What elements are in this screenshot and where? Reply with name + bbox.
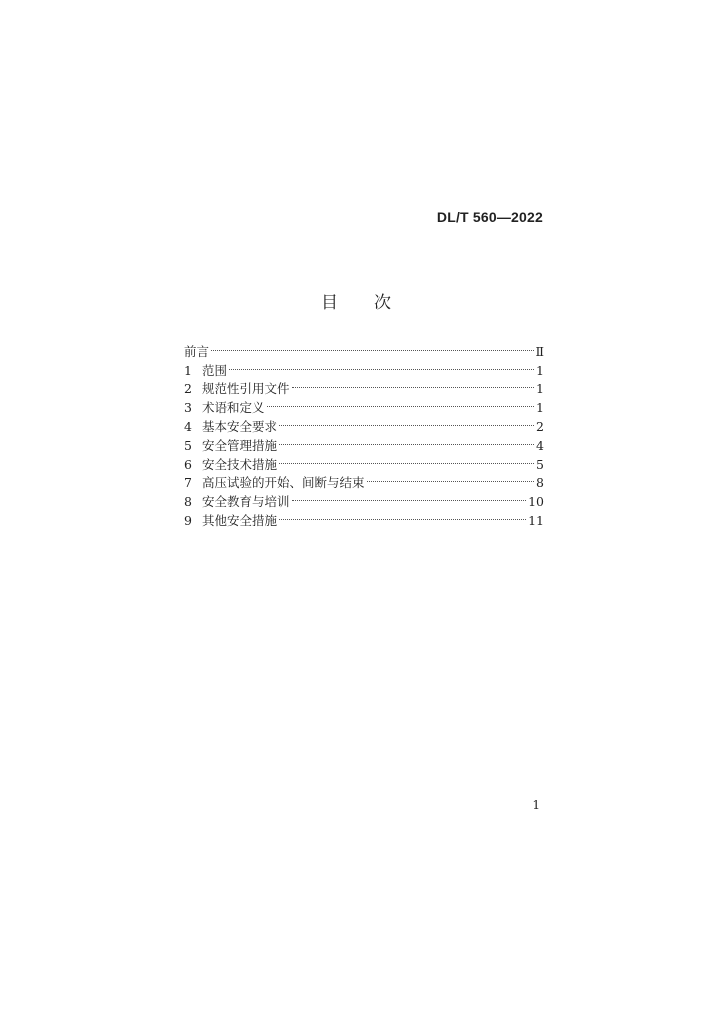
toc-title: 目次 [321,293,427,313]
toc-leader-dots [229,356,534,375]
standard-code: DL/T 560—2022 [436,209,543,225]
toc-entry-label: 安全教育与培训 [202,494,290,510]
toc-entry-number: 2 [184,381,192,397]
toc-leader-dots [267,393,535,412]
toc-leader-dots [279,450,534,469]
toc-entry-label: 规范性引用文件 [202,381,290,397]
toc-entry-label: 术语和定义 [202,400,265,416]
toc-leader-dots [367,469,535,488]
toc-entry-page: 1 [536,400,544,416]
toc-leader-dots [279,431,534,450]
toc-entry-page: 11 [528,512,544,528]
toc-leader-dots [279,412,534,431]
toc-entry-number: 3 [184,400,192,416]
toc-entry-label: 基本安全要求 [202,418,278,434]
toc-entry-page: 8 [536,475,544,491]
toc-entry-number: 8 [184,494,192,510]
toc-entry-page: 1 [536,362,544,378]
toc-entry-page: 4 [536,437,544,453]
toc-entry-number: 9 [184,512,192,528]
toc-entry-2[interactable] [184,375,544,397]
toc-leader-dots [211,337,533,356]
toc-entry-number: 6 [184,456,192,472]
toc-entry-label: 范围 [202,362,228,378]
toc-entry-page: 1 [536,381,544,397]
toc-entry-foreword[interactable] [184,337,544,359]
toc-entry-page: Ⅱ [535,343,544,359]
toc-entry-page: 2 [536,418,544,434]
toc-leader-dots [292,375,535,394]
toc-entry-label: 其他安全措施 [202,512,278,528]
toc-entry-page: 5 [536,456,544,472]
toc-entry-label: 安全管理措施 [202,437,278,453]
page-number: 1 [532,798,540,812]
toc-entry-number: 7 [184,475,192,491]
toc-entry-1[interactable] [184,356,544,378]
toc-entry-label: 安全技术措施 [202,456,278,472]
toc-leader-dots [279,506,526,525]
toc-entry-label: 高压试验的开始、间断与结束 [202,475,365,491]
toc-entry-number: 4 [184,418,192,434]
toc-leader-dots [292,487,527,506]
toc-list [184,337,544,528]
toc-entry-label: 前言 [184,343,210,359]
toc-entry-page: 10 [528,494,544,510]
toc-entry-number: 5 [184,437,192,453]
toc-entry-number: 1 [184,362,192,378]
